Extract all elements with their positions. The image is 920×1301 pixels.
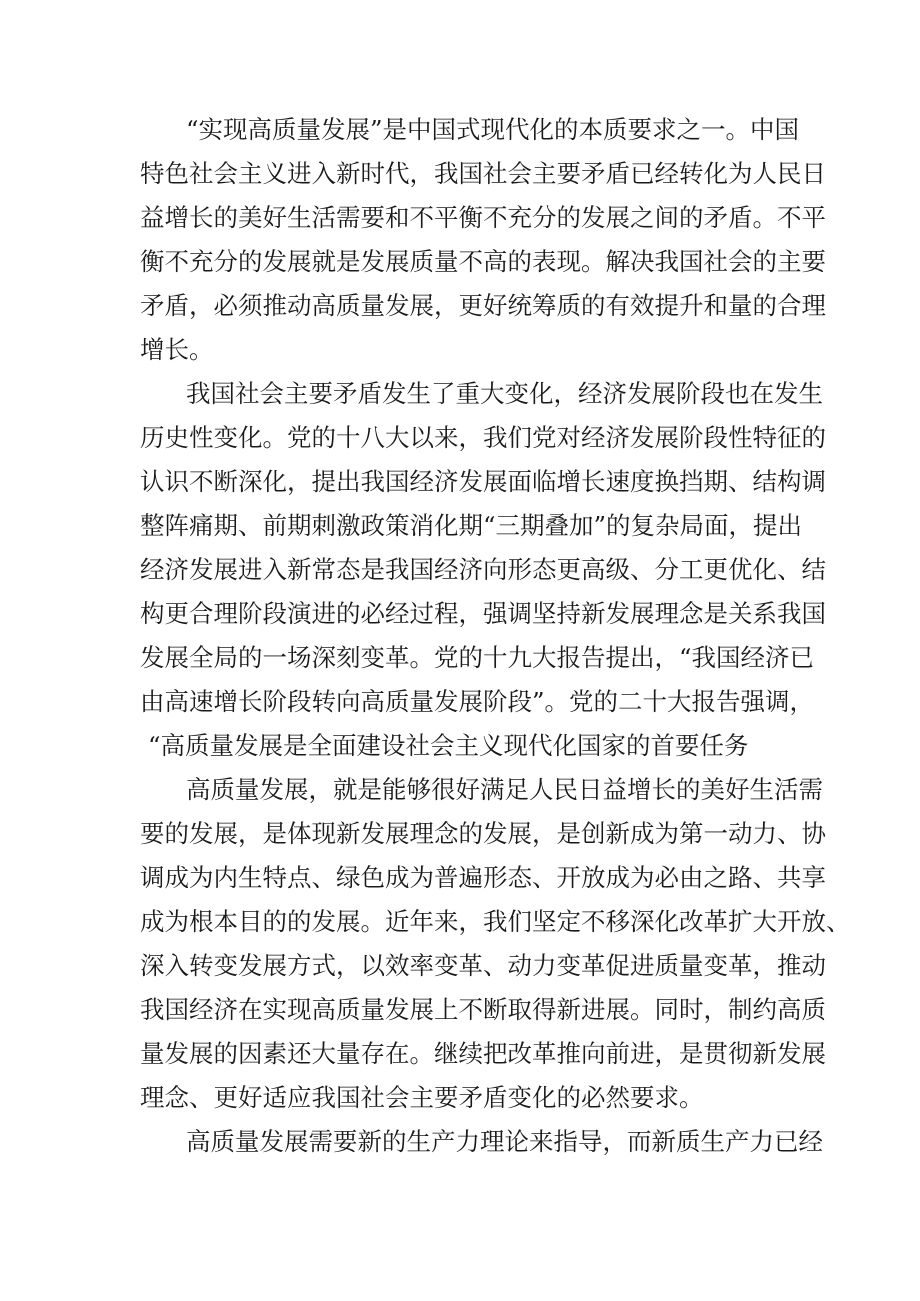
p3-line-3: 调成为内生特点、绿色成为普遍形态、开放成为必由之路、共享: [140, 863, 826, 892]
p1-line-3: 益增长的美好生活需要和不平衡不充分的发展之间的矛盾。不平: [140, 203, 826, 232]
p3-line-5: 深入转变发展方式，以效率变革、动力变革促进质量变革，推动: [140, 951, 826, 980]
p2-line-9: “高质量发展是全面建设社会主义现代化国家的首要任务: [148, 731, 749, 760]
p3-line-7: 量发展的因素还大量存在。继续把改革推向前进，是贯彻新发展: [140, 1039, 826, 1068]
p1-line-4: 衡不充分的发展就是发展质量不高的表现。解决我国社会的主要: [140, 247, 826, 276]
p2-line-4: 整阵痛期、前期刺激政策消化期“三期叠加”的复杂局面，提出: [140, 511, 803, 540]
p3-line-1: 高质量发展，就是能够很好满足人民日益增长的美好生活需: [186, 775, 823, 804]
p1-line-1: “实现高质量发展”是中国式现代化的本质要求之一。中国: [186, 115, 800, 144]
p2-line-5: 经济发展进入新常态是我国经济向形态更高级、分工更优化、结: [140, 555, 826, 584]
p2-line-2: 历史性变化。党的十八大以来，我们党对经济发展阶段性特征的: [140, 423, 826, 452]
p2-line-7: 发展全局的一场深刻变革。党的十九大报告提出，“我国经济已: [140, 643, 815, 672]
p3-line-4: 成为根本目的的发展。近年来，我们坚定不移深化改革扩大开放、: [140, 907, 851, 936]
p4-line-1: 高质量发展需要新的生产力理论来指导，而新质生产力已经: [186, 1127, 823, 1156]
p3-line-6: 我国经济在实现高质量发展上不断取得新进展。同时，制约高质: [140, 995, 826, 1024]
p3-line-2: 要的发展，是体现新发展理念的发展，是创新成为第一动力、协: [140, 819, 826, 848]
p2-line-3: 认识不断深化，提出我国经济发展面临增长速度换挡期、结构调: [140, 467, 826, 496]
p1-line-2: 特色社会主义进入新时代，我国社会主要矛盾已经转化为人民日: [140, 159, 826, 188]
p1-line-6: 增长。: [140, 335, 214, 364]
p3-line-8: 理念、更好适应我国社会主要矛盾变化的必然要求。: [140, 1083, 704, 1112]
p1-line-5: 矛盾，必须推动高质量发展，更好统筹质的有效提升和量的合理: [140, 291, 826, 320]
p2-line-6: 构更合理阶段演进的必经过程，强调坚持新发展理念是关系我国: [140, 599, 826, 628]
p2-line-1: 我国社会主要矛盾发生了重大变化，经济发展阶段也在发生: [186, 379, 823, 408]
p2-line-8: 由高速增长阶段转向高质量发展阶段”。党的二十大报告强调，: [140, 687, 815, 716]
